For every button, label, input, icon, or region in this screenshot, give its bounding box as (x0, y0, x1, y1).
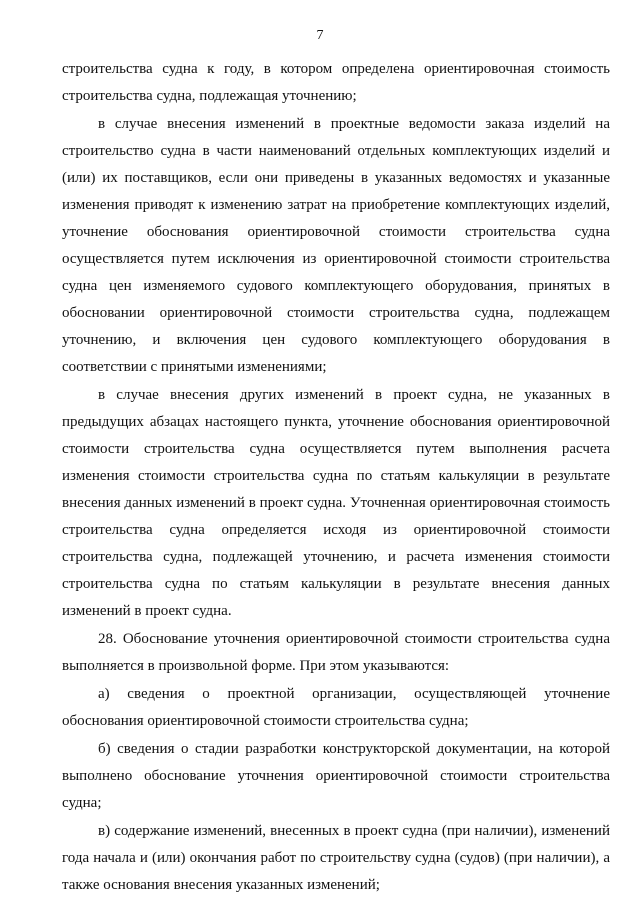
paragraph-subitem-b: б) сведения о стадии разработки конструкторской документации, на которой выполнено обоснование уточнения ориентировочной стоимости строительства судна; (62, 741, 610, 811)
page-number: 7 (316, 28, 324, 43)
document-body (62, 56, 610, 900)
paragraph-subitem-v: в) содержание изменений, внесенных в проект судна (при наличии), изменений года начала и (или) окончания работ по строительству судна (судов) (при наличии), а также основания внесения указанных изменений; (62, 823, 610, 893)
paragraph-subitem-a: а) сведения о проектной организации, осуществляющей уточнение обоснования ориентировочной стоимости строительства судна; (62, 686, 610, 729)
paragraph-item-changes-in-vedomosti: в случае внесения изменений в проектные ведомости заказа изделий на строительство судна в части наименований отдельных комплектующих изделий и (или) их поставщиков, если они приведены в указанных ведомостях и указанные изменения приводят к изменению затрат на приобретение комплектующих изделий, уточнение обоснования ориентировочной стоимости строительства судна осуществляется путем исключения из ориентировочной стоимости строительства судна цен изменяемого судового комплектующего оборудования, принятых в обосновании ориентировочной стоимости строительства судна, подлежащем уточнению, и включения цен судового комплектующего оборудования в соответствии с принятыми изменениями; (62, 116, 610, 375)
paragraph-section-28: 28. Обоснование уточнения ориентировочной стоимости строительства судна выполняется в произвольной форме. При этом указываются: (62, 631, 610, 674)
paragraph-item-other-changes: в случае внесения других изменений в проект судна, не указанных в предыдущих абзацах настоящего пункта, уточнение обоснования ориентировочной стоимости строительства судна осуществляется путем выполнения расчета изменения стоимости строительства судна по статьям калькуляции в результате внесения данных изменений в проект судна. Уточненная ориентировочная стоимость строительства судна определяется исходя из ориентировочной стоимости строительства судна, подлежащей уточнению, и расчета изменения стоимости строительства судна по статьям калькуляции в результате внесения данных изменений в проект судна. (62, 387, 610, 619)
paragraph-continuation: строительства судна к году, в котором определена ориентировочная стоимость строительства судна, подлежащая уточнению; (62, 61, 610, 104)
